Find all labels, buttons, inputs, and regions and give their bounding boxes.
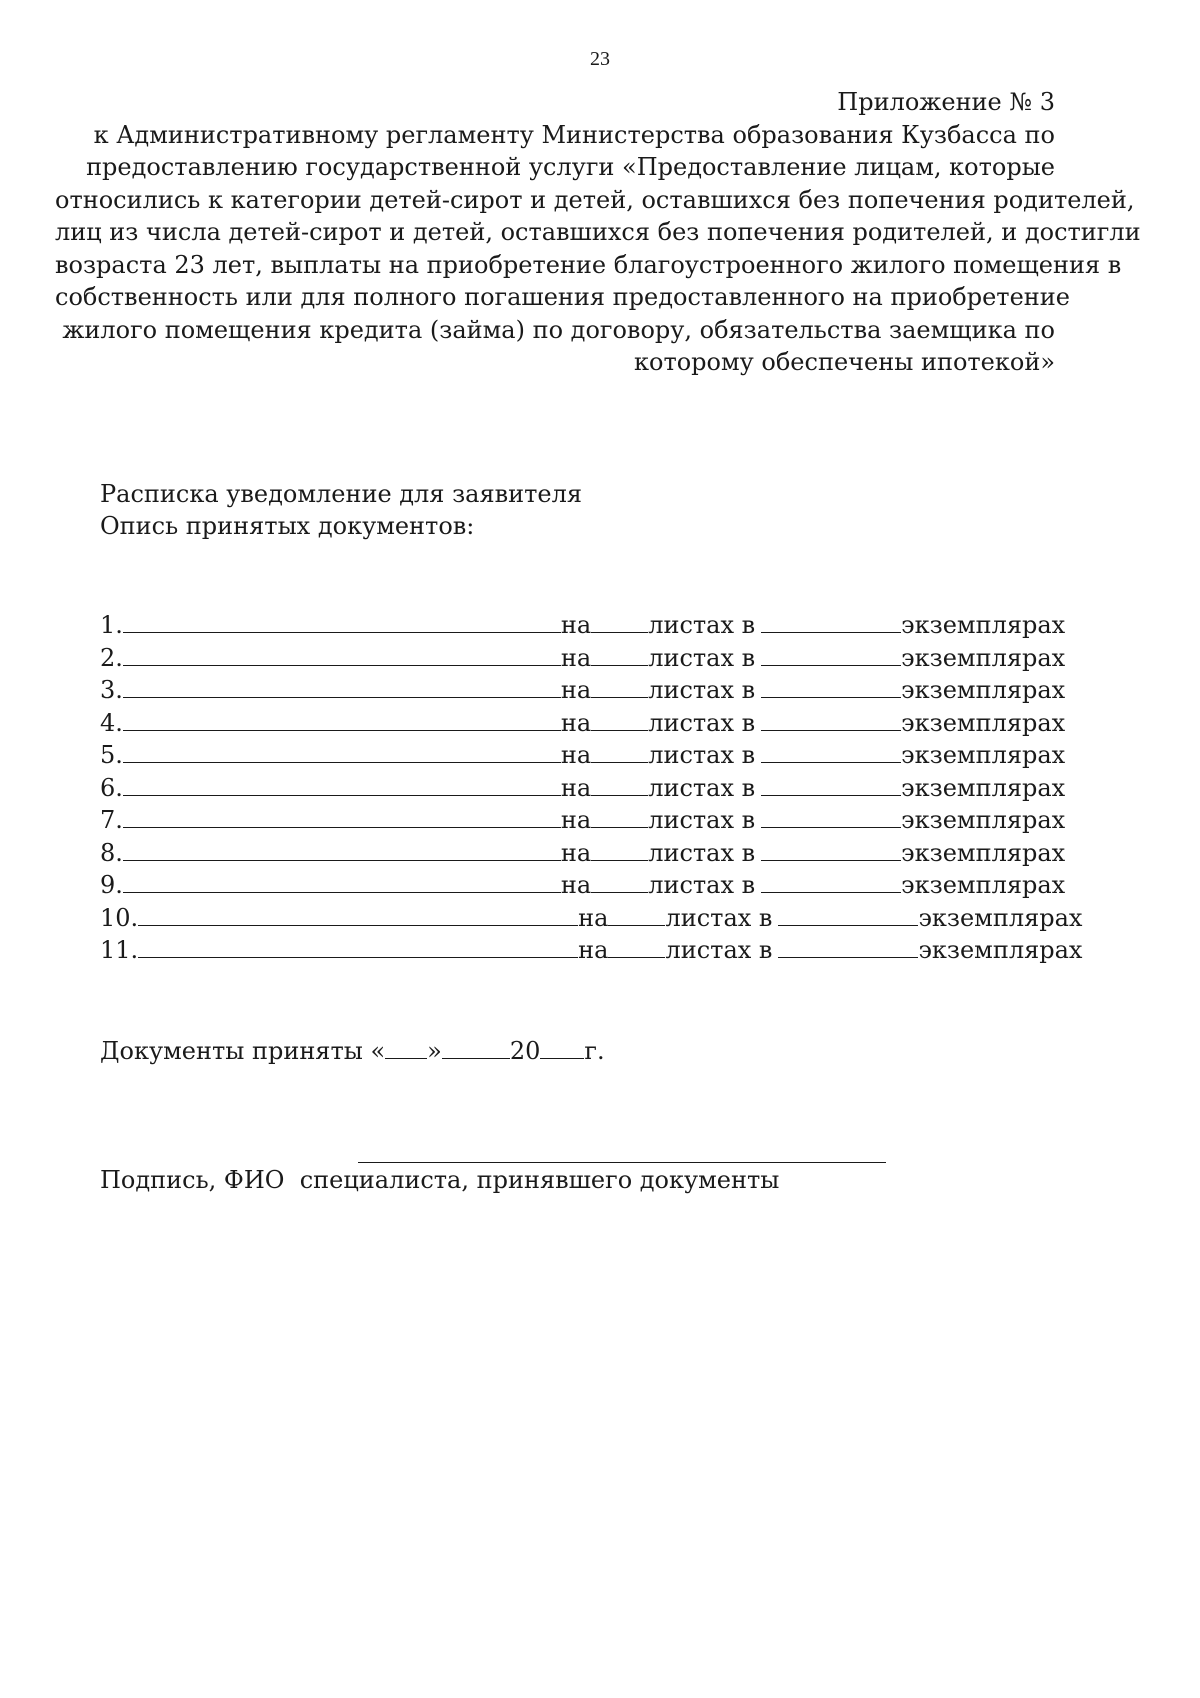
sheets-count-field[interactable] xyxy=(591,771,648,796)
copies-count-field[interactable] xyxy=(761,673,901,698)
year-field[interactable] xyxy=(540,1034,584,1059)
copies-count-field[interactable] xyxy=(778,933,918,958)
document-name-field[interactable] xyxy=(123,608,561,633)
appendix-line: жилого помещения кредита (займа) по договору, обязательства заемщика по xyxy=(62,315,1055,344)
document-name-field[interactable] xyxy=(123,836,561,861)
receipt-heading xyxy=(100,478,582,542)
signature-label: Подпись, ФИО специалиста, принявшего документы xyxy=(100,1166,780,1194)
row-number: 8. xyxy=(100,838,123,867)
row-number: 9. xyxy=(100,871,123,899)
copies-count-field[interactable] xyxy=(761,706,901,731)
word-sheets: листах в xyxy=(648,643,756,672)
word-sheets: листах в xyxy=(648,611,756,639)
document-row xyxy=(100,608,1082,641)
appendix-line: возраста 23 лет, выплаты на приобретение благоустроенного жилого помещения в xyxy=(55,250,1122,279)
document-row xyxy=(100,641,1082,674)
word-copies: экземплярах xyxy=(901,643,1066,672)
sheets-count-field[interactable] xyxy=(591,738,648,763)
appendix-line: которому обеспечены ипотекой» xyxy=(634,348,1055,376)
document-name-field[interactable] xyxy=(138,933,578,958)
sheets-count-field[interactable] xyxy=(591,803,648,828)
document-row xyxy=(100,706,1082,739)
word-on: на xyxy=(578,903,609,932)
word-sheets: листах в xyxy=(648,806,756,834)
word-copies: экземплярах xyxy=(901,741,1066,769)
appendix-line: лиц из числа детей-сирот и детей, оставшихся без попечения родителей, и достигли xyxy=(55,218,1141,246)
accepted-quote-close: » xyxy=(427,1037,442,1065)
accepted-label: Документы приняты « xyxy=(100,1037,386,1065)
copies-count-field[interactable] xyxy=(761,803,901,828)
receipt-title: Расписка уведомление для заявителя xyxy=(100,480,582,508)
document-row xyxy=(100,868,1082,901)
document-name-field[interactable] xyxy=(123,771,561,796)
word-on: на xyxy=(560,773,592,802)
word-copies: экземплярах xyxy=(901,611,1066,639)
word-on: на xyxy=(560,806,592,834)
appendix-header xyxy=(55,86,1141,379)
copies-count-field[interactable] xyxy=(761,771,901,796)
row-number: 11. xyxy=(100,936,139,964)
document-name-field[interactable] xyxy=(123,706,561,731)
word-copies: экземплярах xyxy=(901,773,1066,802)
document-row xyxy=(100,673,1082,706)
appendix-line: относились к категории детей-сирот и детей, оставшихся без попечения родителей, xyxy=(55,185,1135,214)
appendix-title: Приложение № 3 xyxy=(837,88,1055,116)
accepted-date-line xyxy=(100,1034,605,1067)
appendix-line: предоставлению государственной услуги «Предоставление лицам, которые xyxy=(86,153,1055,181)
document-name-field[interactable] xyxy=(123,868,561,893)
row-number: 5. xyxy=(100,741,123,769)
copies-count-field[interactable] xyxy=(761,738,901,763)
word-on: на xyxy=(560,708,592,737)
sheets-count-field[interactable] xyxy=(591,608,648,633)
word-sheets: листах в xyxy=(648,676,756,704)
word-sheets: листах в xyxy=(648,871,756,899)
sheets-count-field[interactable] xyxy=(591,673,648,698)
word-on: на xyxy=(560,643,592,672)
word-on: на xyxy=(560,838,592,867)
appendix-line: собственность или для полного погашения предоставленного на приобретение xyxy=(55,283,1070,311)
sheets-count-field[interactable] xyxy=(608,933,665,958)
copies-count-field[interactable] xyxy=(778,901,918,926)
sheets-count-field[interactable] xyxy=(591,836,648,861)
appendix-line: к Административному регламенту Министерства образования Кузбасса по xyxy=(93,120,1055,149)
word-on: на xyxy=(560,871,592,899)
month-field[interactable] xyxy=(442,1034,510,1059)
accepted-year-suffix: г. xyxy=(584,1037,605,1065)
document-row xyxy=(100,901,1082,934)
word-copies: экземплярах xyxy=(918,903,1083,932)
document-list xyxy=(100,608,1082,966)
word-copies: экземплярах xyxy=(901,708,1066,737)
word-copies: экземплярах xyxy=(901,838,1066,867)
word-sheets: листах в xyxy=(648,741,756,769)
row-number: 7. xyxy=(100,806,123,834)
document-row xyxy=(100,933,1082,966)
sheets-count-field[interactable] xyxy=(591,641,648,666)
word-on: на xyxy=(560,676,592,704)
word-sheets: листах в xyxy=(665,936,773,964)
row-number: 2. xyxy=(100,643,123,672)
word-sheets: листах в xyxy=(665,903,773,932)
copies-count-field[interactable] xyxy=(761,868,901,893)
word-on: на xyxy=(560,611,592,639)
sheets-count-field[interactable] xyxy=(591,706,648,731)
word-on: на xyxy=(560,741,592,769)
row-number: 6. xyxy=(100,773,123,802)
document-name-field[interactable] xyxy=(123,641,561,666)
word-sheets: листах в xyxy=(648,708,756,737)
row-number: 1. xyxy=(100,611,123,639)
document-name-field[interactable] xyxy=(123,738,561,763)
page-number: 23 xyxy=(590,48,610,70)
word-copies: экземплярах xyxy=(901,871,1066,899)
day-field[interactable] xyxy=(385,1034,427,1059)
receipt-subtitle: Опись принятых документов: xyxy=(100,512,475,540)
word-on: на xyxy=(578,936,609,964)
copies-count-field[interactable] xyxy=(761,608,901,633)
word-sheets: листах в xyxy=(648,773,756,802)
word-copies: экземплярах xyxy=(918,936,1083,964)
copies-count-field[interactable] xyxy=(761,836,901,861)
accepted-year-prefix: 20 xyxy=(509,1037,541,1065)
row-number: 4. xyxy=(100,708,123,737)
word-copies: экземплярах xyxy=(901,676,1066,704)
document-name-field[interactable] xyxy=(123,673,561,698)
document-name-field[interactable] xyxy=(138,901,578,926)
word-sheets: листах в xyxy=(648,838,756,867)
sheets-count-field[interactable] xyxy=(608,901,665,926)
document-row xyxy=(100,738,1082,771)
document-row xyxy=(100,771,1082,804)
signature-field[interactable] xyxy=(358,1162,886,1163)
document-name-field[interactable] xyxy=(123,803,561,828)
row-number: 3. xyxy=(100,676,123,704)
document-row xyxy=(100,803,1082,836)
sheets-count-field[interactable] xyxy=(591,868,648,893)
copies-count-field[interactable] xyxy=(761,641,901,666)
document-row xyxy=(100,836,1082,869)
row-number: 10. xyxy=(100,903,139,932)
word-copies: экземплярах xyxy=(901,806,1066,834)
